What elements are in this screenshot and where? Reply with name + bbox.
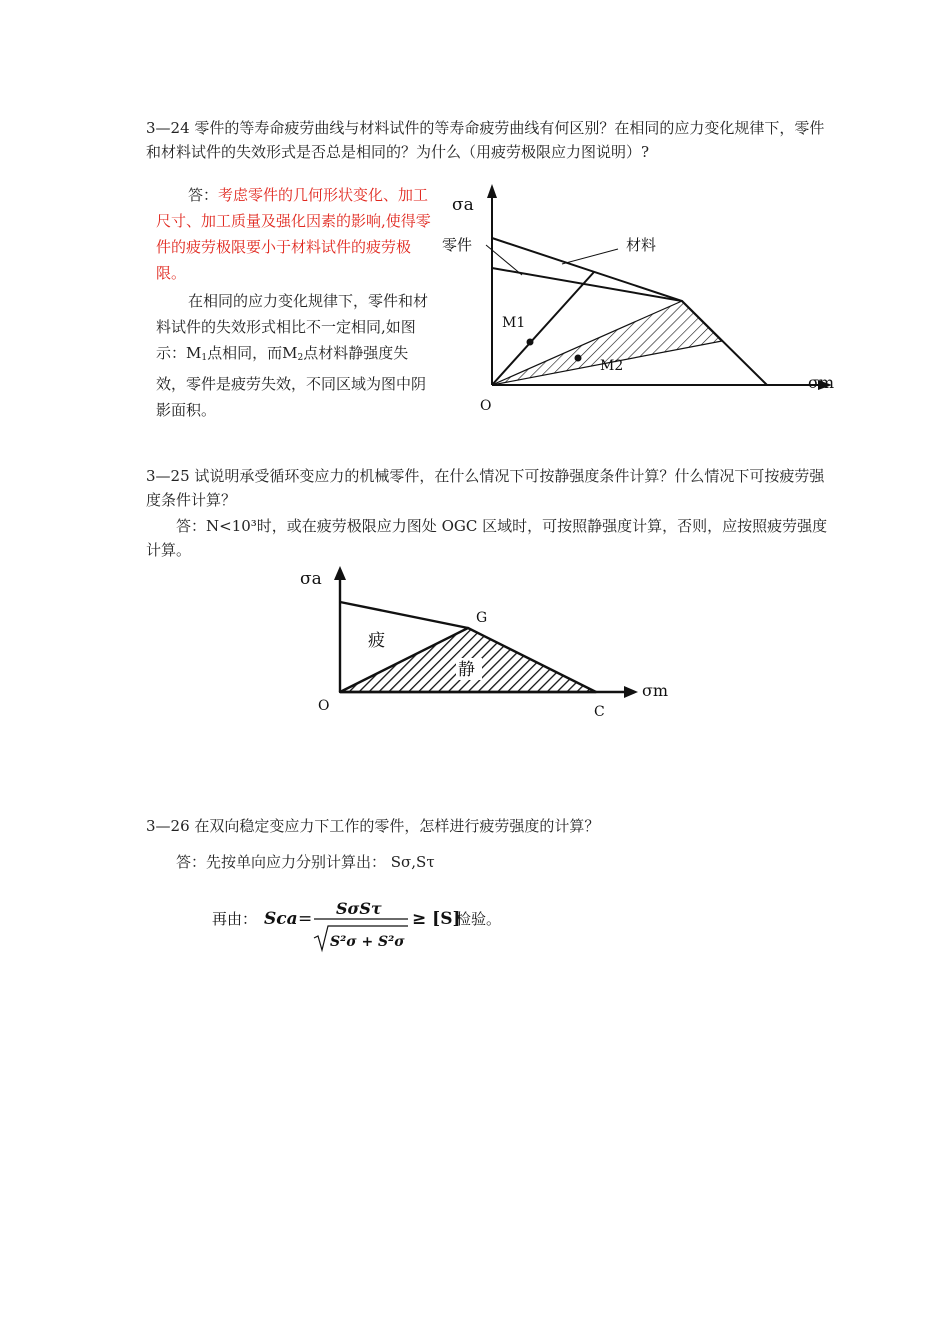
answer-3-25: 答：N<10³时，或在疲劳极限应力图处 OGC 区域时，可按照静强度计算，否则，应按照疲劳强度计算。 xyxy=(146,517,828,559)
answer-red-text: 考虑零件的几何形状变化、加工尺寸、加工质量及强化因素的影响,使得零件的疲劳极限要小于材料试件的疲劳极限。 xyxy=(156,186,431,282)
formula-equals: = xyxy=(298,909,313,929)
formula-numerator: SσSτ xyxy=(336,899,382,918)
label-origin: O xyxy=(480,398,492,414)
label-part: 零件 xyxy=(442,236,473,254)
question-3-25: 3—25 试说明承受循环变应力的机械零件，在什么情况下可按静强度条件计算？什么情况下可按疲劳强度条件计算？ xyxy=(146,467,825,509)
point-m2 xyxy=(575,355,582,362)
answer-prefix: 答： xyxy=(188,186,219,204)
formula-lhs: Sca xyxy=(264,909,298,929)
answer-3-24 xyxy=(156,182,436,423)
formula-suffix: 检验。 xyxy=(456,910,502,928)
label-static: 静 xyxy=(458,660,475,680)
label-sigma-a: σa xyxy=(300,569,322,589)
label-sigma-m: σm xyxy=(808,373,835,392)
formula-prefix: 再由： xyxy=(212,910,258,928)
fatigue-limit-diagram-1 xyxy=(430,180,850,420)
label-m2: M2 xyxy=(600,358,624,374)
label-c: C xyxy=(594,704,605,720)
label-g: G xyxy=(476,610,488,626)
y-axis-arrow xyxy=(334,566,346,580)
label-sigma-m: σm xyxy=(642,681,669,700)
answer-3-26: 答：先按单向应力分别计算出： Sσ,Sτ xyxy=(176,853,435,871)
point-m1 xyxy=(527,339,534,346)
formula-denominator: S²σ + S²σ xyxy=(330,934,405,950)
label-origin: O xyxy=(318,698,330,714)
formula-line xyxy=(212,894,542,954)
question-3-24: 3—24 零件的等寿命疲劳曲线与材料试件的等寿命疲劳曲线有何区别？在相同的应力变化规律下，零件和材料试件的失效形式是否总是相同的？为什么（用疲劳极限应力图说明）? xyxy=(146,119,825,161)
material-leader xyxy=(562,249,618,264)
material-line xyxy=(492,238,767,385)
question-3-26: 3—26 在双向稳定变应力下工作的零件，怎样进行疲劳强度的计算？ xyxy=(146,817,600,835)
y-axis-arrow xyxy=(487,184,497,198)
label-fatigue: 疲 xyxy=(368,631,385,651)
fatigue-limit-line xyxy=(340,602,468,628)
label-material: 材料 xyxy=(626,236,657,254)
label-m1: M1 xyxy=(502,315,526,331)
fatigue-limit-diagram-2 xyxy=(290,562,680,722)
formula xyxy=(212,894,542,956)
formula-rhs: ≥ [S] xyxy=(412,909,461,929)
answer-paragraph-2: 在相同的应力变化规律下，零件和材料试件的失效形式相比不一定相同,如图示：$M_1$点相同，而$M_2$点材料静强度失效，零件是疲劳失效，不同区域为图中阴影面积。 xyxy=(156,292,429,419)
label-sigma-a: σa xyxy=(452,195,474,215)
x-axis-arrow xyxy=(624,686,638,698)
